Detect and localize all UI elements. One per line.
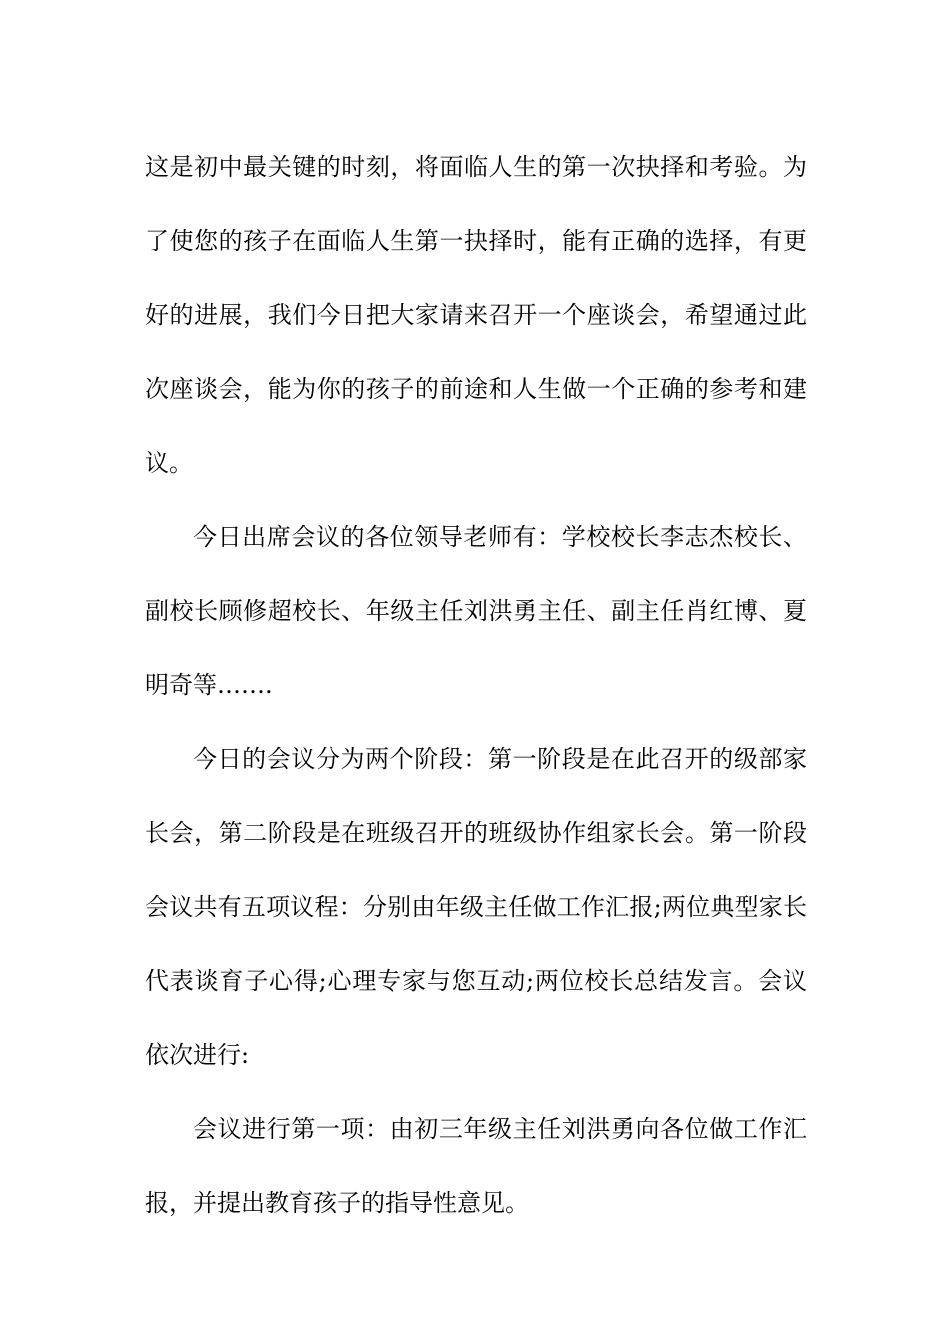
paragraph-opening: 这是初中最关键的时刻，将面临人生的第一次抉择和考验。为了使您的孩子在面临人生第一抉择时，能有正确的选择，有更好的进展，我们今日把大家请来召开一个座谈会，希望通过此次座谈会，能为你的孩子的前途和人生做一个正确的参考和建议。 (145, 153, 807, 477)
paragraph-agenda-item-one: 会议进行第一项：由初三年级主任刘洪勇向各位做工作汇报，并提出教育孩子的指导性意见。 (145, 1115, 807, 1217)
document-body (145, 130, 807, 1240)
paragraph-meeting-stages: 今日的会议分为两个阶段：第一阶段是在此召开的级部家长会，第二阶段是在班级召开的班级协作组家长会。第一阶段会议共有五项议程：分别由年级主任做工作汇报;两位典型家长代表谈育子心得;心理专家与您互动;两位校长总结发言。会议依次进行: (145, 745, 807, 1069)
paragraph-attendees: 今日出席会议的各位领导老师有：学校校长李志杰校长、副校长顾修超校长、年级主任刘洪勇主任、副主任肖红博、夏明奇等……. (145, 523, 807, 699)
